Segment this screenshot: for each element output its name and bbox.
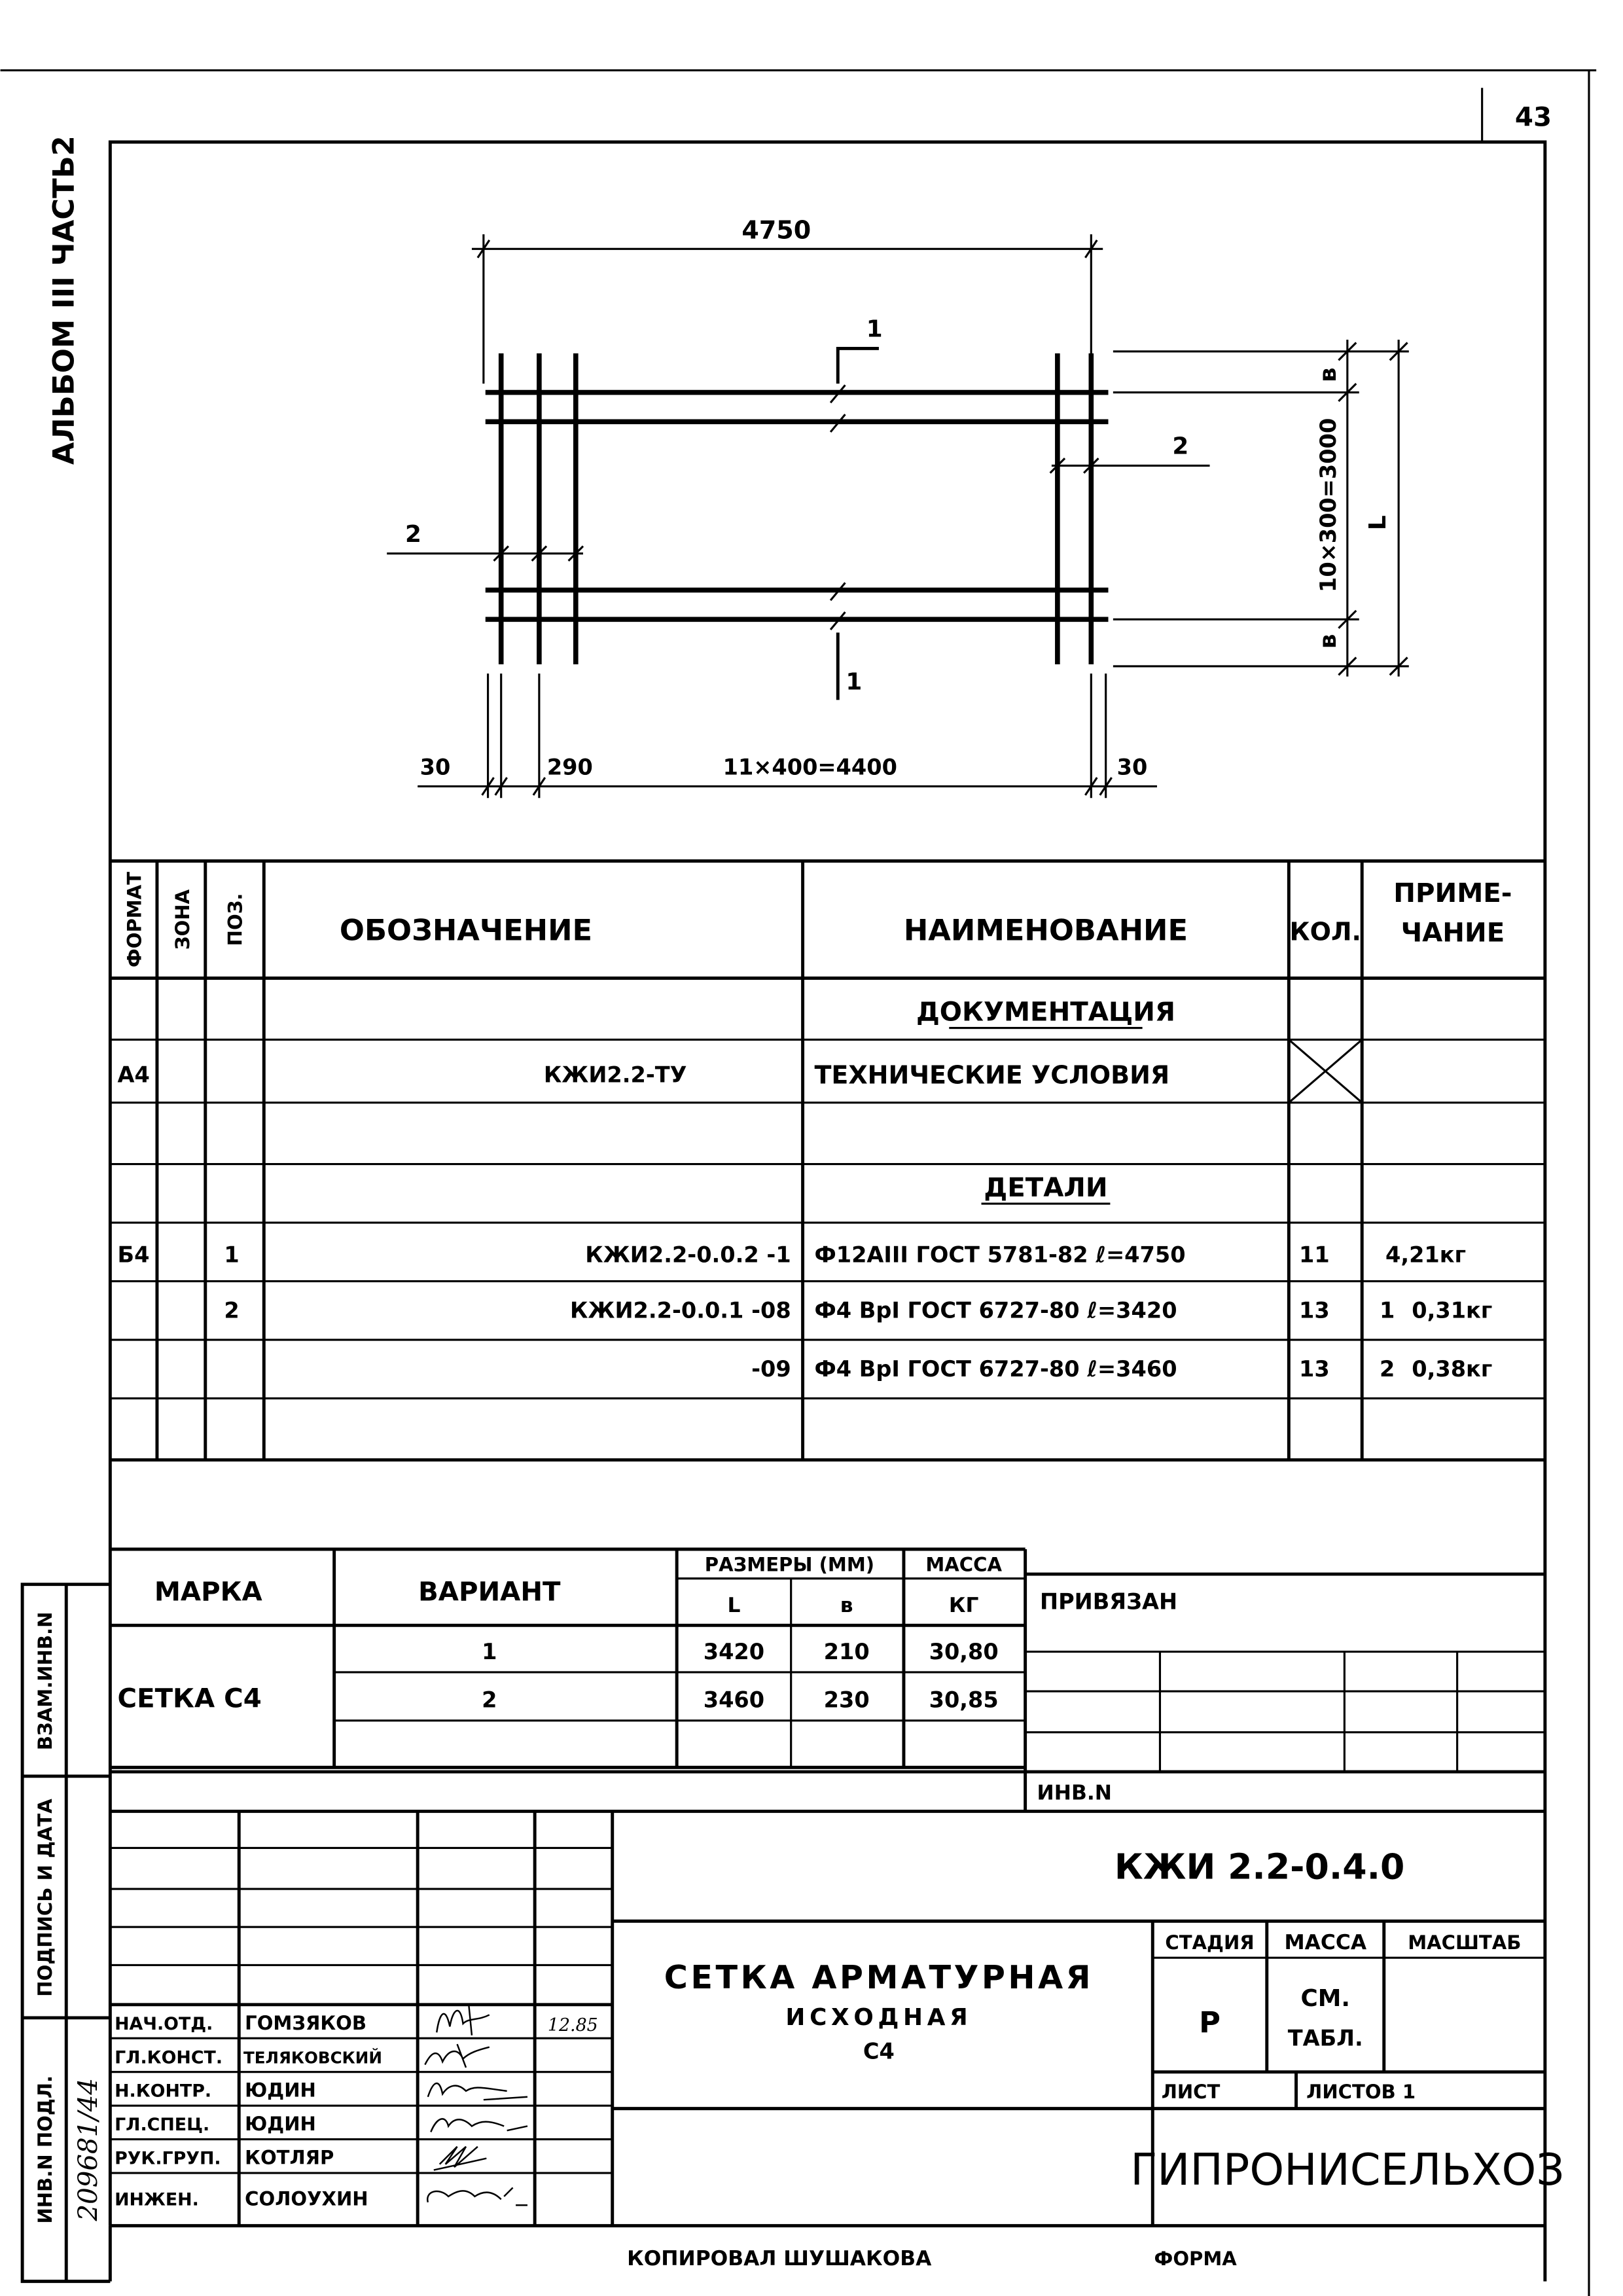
- header-position: ПОЗ.: [224, 893, 247, 946]
- doc-row-designation: КЖИ2.2-ТУ: [543, 1062, 687, 1088]
- original-inventory-label: ИНВ.N ПОДЛ.: [33, 2075, 56, 2224]
- stage-value: Р: [1199, 2005, 1221, 2040]
- dimension-spacing-length: 11×400=4400: [722, 754, 897, 780]
- row-1-note: 4,21кг: [1385, 1242, 1467, 1268]
- mass-value-line1: СМ.: [1300, 1985, 1351, 2013]
- header-format: ФОРМАТ: [123, 871, 146, 968]
- header-length: L: [727, 1594, 741, 1618]
- signature-date: 12.85: [547, 2015, 598, 2036]
- dimension-spacing-width: 10×300=3000: [1315, 418, 1341, 592]
- header-designation: ОБОЗНАЧЕНИЕ: [339, 912, 593, 948]
- organization-name: ГИПРОНИСЕЛЬХОЗ: [1130, 2144, 1565, 2195]
- signatory-name: ТЕЛЯКОВСКИЙ: [243, 2048, 382, 2068]
- inventory-number-label: ИНВ.N: [1037, 1781, 1112, 1805]
- section-label-2-left: 2: [405, 520, 421, 548]
- drawing-title-line2: ИСХОДНАЯ: [785, 2004, 972, 2032]
- header-variant: ВАРИАНТ: [418, 1577, 561, 1607]
- section-label-1-top: 1: [866, 315, 883, 343]
- signatory-name: КОТЛЯР: [245, 2146, 334, 2169]
- row-2-note-variant: 1: [1380, 1297, 1395, 1323]
- dimension-first-step: 290: [546, 754, 593, 780]
- header-sizes: РАЗМЕРЫ (ММ): [704, 1553, 875, 1576]
- header-note-line2: ЧАНИЕ: [1400, 918, 1505, 948]
- row-1-designation: КЖИ2.2-0.0.2 -1: [585, 1242, 791, 1268]
- variant-2-width: 230: [823, 1687, 870, 1713]
- scale-label: МАСШТАБ: [1408, 1931, 1522, 1954]
- drawing-designation: КЖИ 2.2-0.4.0: [1114, 1846, 1405, 1888]
- signatory-name: СОЛОУХИН: [245, 2187, 368, 2210]
- row-2-designation: КЖИ2.2-0.0.1 -08: [569, 1297, 791, 1323]
- drawing-title-line3: С4: [863, 2038, 895, 2064]
- signatory-name: ГОМЗЯКОВ: [245, 2011, 367, 2034]
- header-mass: МАССА: [925, 1553, 1002, 1576]
- role-label: ГЛ.КОНСТ.: [115, 2047, 223, 2068]
- role-label: РУК.ГРУП.: [115, 2148, 221, 2169]
- variant-2-mass: 30,85: [929, 1687, 999, 1713]
- signature-and-date-label: ПОДПИСЬ И ДАТА: [33, 1799, 56, 1997]
- row-3-quantity: 13: [1299, 1356, 1330, 1382]
- row-3-name: Ф4 ВрI ГОСТ 6727-80 ℓ=3460: [814, 1356, 1177, 1382]
- page-number: 43: [1514, 102, 1552, 133]
- row-1-quantity: 11: [1299, 1242, 1330, 1268]
- row-3-note-variant: 2: [1380, 1356, 1395, 1382]
- dimension-end-top: в: [1314, 367, 1342, 383]
- copied-by: КОПИРОВАЛ ШУШАКОВА: [627, 2247, 932, 2271]
- replacement-inventory-label: ВЗАМ.ИНВ.N: [33, 1611, 56, 1751]
- row-3-note: 0,38кг: [1412, 1356, 1493, 1382]
- row-2-name: Ф4 ВрI ГОСТ 6727-80 ℓ=3420: [814, 1297, 1177, 1323]
- header-width: в: [840, 1594, 853, 1618]
- header-zone: ЗОНА: [171, 889, 194, 950]
- sheets-count-label: ЛИСТОВ 1: [1306, 2080, 1416, 2103]
- paper-background: [1, 0, 1623, 2296]
- header-mark: МАРКА: [154, 1577, 262, 1607]
- variant-2-number: 2: [482, 1687, 497, 1713]
- mark-value: СЕТКА С4: [117, 1683, 262, 1714]
- binding-label: ПРИВЯЗАН: [1040, 1588, 1178, 1615]
- signatory-name: ЮДИН: [245, 2113, 316, 2136]
- dimension-end-bottom: в: [1314, 634, 1342, 649]
- row-2-position: 2: [224, 1297, 240, 1323]
- header-mass-unit: КГ: [948, 1594, 979, 1618]
- form-label: ФОРМА: [1154, 2248, 1237, 2270]
- variant-1-mass: 30,80: [929, 1638, 999, 1664]
- dimension-left-end: 30: [419, 754, 451, 780]
- row-1-position: 1: [224, 1242, 240, 1268]
- mass-value-line2: ТАБЛ.: [1287, 2025, 1363, 2051]
- row-1-format: Б4: [117, 1242, 150, 1268]
- sheet-label: ЛИСТ: [1161, 2080, 1221, 2103]
- doc-row-name: ТЕХНИЧЕСКИЕ УСЛОВИЯ: [814, 1060, 1170, 1090]
- section-label-2-right: 2: [1172, 433, 1189, 460]
- drawing-title-line1: СЕТКА АРМАТУРНАЯ: [664, 1958, 1094, 1997]
- role-label: Н.КОНТР.: [115, 2081, 212, 2102]
- section-heading-details: ДЕТАЛИ: [984, 1172, 1108, 1203]
- header-name: НАИМЕНОВАНИЕ: [903, 912, 1188, 948]
- role-label: ГЛ.СПЕЦ.: [115, 2115, 210, 2136]
- row-2-note: 0,31кг: [1412, 1297, 1493, 1323]
- signatory-name: ЮДИН: [245, 2079, 316, 2102]
- doc-row-format: А4: [117, 1062, 150, 1088]
- section-label-1-bottom: 1: [846, 668, 863, 696]
- row-2-quantity: 13: [1299, 1297, 1330, 1323]
- variant-2-length: 3460: [703, 1687, 765, 1713]
- row-3-designation: -09: [751, 1356, 791, 1382]
- role-label: НАЧ.ОТД.: [115, 2013, 213, 2034]
- dimension-L: L: [1364, 515, 1391, 531]
- variant-1-length: 3420: [703, 1638, 765, 1664]
- dimension-right-end: 30: [1116, 754, 1148, 780]
- header-quantity: КОЛ.: [1289, 917, 1361, 946]
- row-1-name: Ф12АIII ГОСТ 5781-82 ℓ=4750: [814, 1242, 1186, 1268]
- variant-1-width: 210: [823, 1638, 870, 1664]
- original-inventory-number: 209681/44: [73, 2078, 104, 2221]
- stage-label: СТАДИЯ: [1165, 1931, 1255, 1954]
- role-label: ИНЖЕН.: [115, 2189, 199, 2210]
- album-label: АЛЬБОМ III ЧАСТЬ2: [46, 135, 81, 465]
- section-heading-documentation: ДОКУМЕНТАЦИЯ: [916, 997, 1175, 1028]
- dimension-overall-length: 4750: [741, 215, 812, 245]
- header-note-line1: ПРИМЕ-: [1393, 878, 1512, 909]
- variant-1-number: 1: [482, 1638, 497, 1664]
- mass-label: МАССА: [1284, 1930, 1367, 1954]
